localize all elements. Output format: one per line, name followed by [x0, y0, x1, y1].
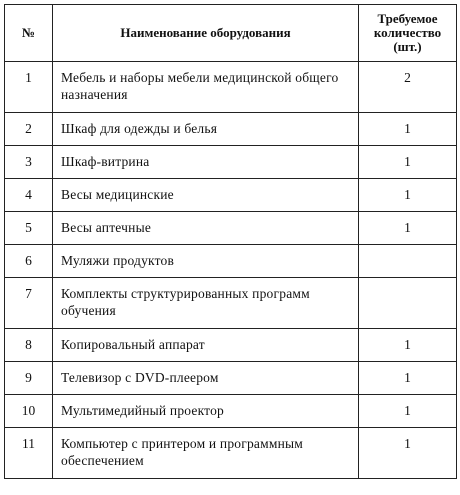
row-quantity: 1 — [359, 212, 457, 245]
equipment-table-container — [4, 4, 456, 479]
table-row — [5, 362, 457, 395]
row-quantity — [359, 278, 457, 329]
row-equipment-name: Телевизор с DVD-плеером — [53, 362, 359, 395]
row-equipment-name: Комплекты структурированных программ обучения — [53, 278, 359, 329]
row-equipment-name: Мебель и наборы мебели медицинской общего назначения — [53, 62, 359, 113]
table-row — [5, 62, 457, 113]
header-required-quantity: Требуемое количество (шт.) — [359, 5, 457, 62]
row-number: 2 — [5, 113, 53, 146]
table-row — [5, 146, 457, 179]
table-header-row — [5, 5, 457, 62]
row-equipment-name: Компьютер с принтером и программным обеспечением — [53, 428, 359, 479]
row-equipment-name: Копировальный аппарат — [53, 329, 359, 362]
row-equipment-name: Шкаф для одежды и белья — [53, 113, 359, 146]
table-row — [5, 428, 457, 479]
row-number: 3 — [5, 146, 53, 179]
row-number: 7 — [5, 278, 53, 329]
row-equipment-name: Весы аптечные — [53, 212, 359, 245]
table-row — [5, 212, 457, 245]
row-number: 11 — [5, 428, 53, 479]
table-row — [5, 329, 457, 362]
row-number: 6 — [5, 245, 53, 278]
row-quantity: 1 — [359, 113, 457, 146]
table-row — [5, 395, 457, 428]
header-number: № — [5, 5, 53, 62]
table-row — [5, 245, 457, 278]
row-quantity: 1 — [359, 428, 457, 479]
row-number: 10 — [5, 395, 53, 428]
row-quantity — [359, 245, 457, 278]
table-row — [5, 278, 457, 329]
row-number: 8 — [5, 329, 53, 362]
row-equipment-name: Мультимедийный проектор — [53, 395, 359, 428]
row-number: 5 — [5, 212, 53, 245]
equipment-table — [4, 4, 457, 479]
table-row — [5, 179, 457, 212]
row-quantity: 1 — [359, 329, 457, 362]
row-quantity: 1 — [359, 362, 457, 395]
row-equipment-name: Муляжи продуктов — [53, 245, 359, 278]
row-equipment-name: Шкаф-витрина — [53, 146, 359, 179]
row-number: 4 — [5, 179, 53, 212]
row-quantity: 1 — [359, 146, 457, 179]
header-equipment-name: Наименование оборудования — [53, 5, 359, 62]
row-number: 1 — [5, 62, 53, 113]
row-quantity: 2 — [359, 62, 457, 113]
row-quantity: 1 — [359, 395, 457, 428]
row-equipment-name: Весы медицинские — [53, 179, 359, 212]
row-number: 9 — [5, 362, 53, 395]
row-quantity: 1 — [359, 179, 457, 212]
table-row — [5, 113, 457, 146]
